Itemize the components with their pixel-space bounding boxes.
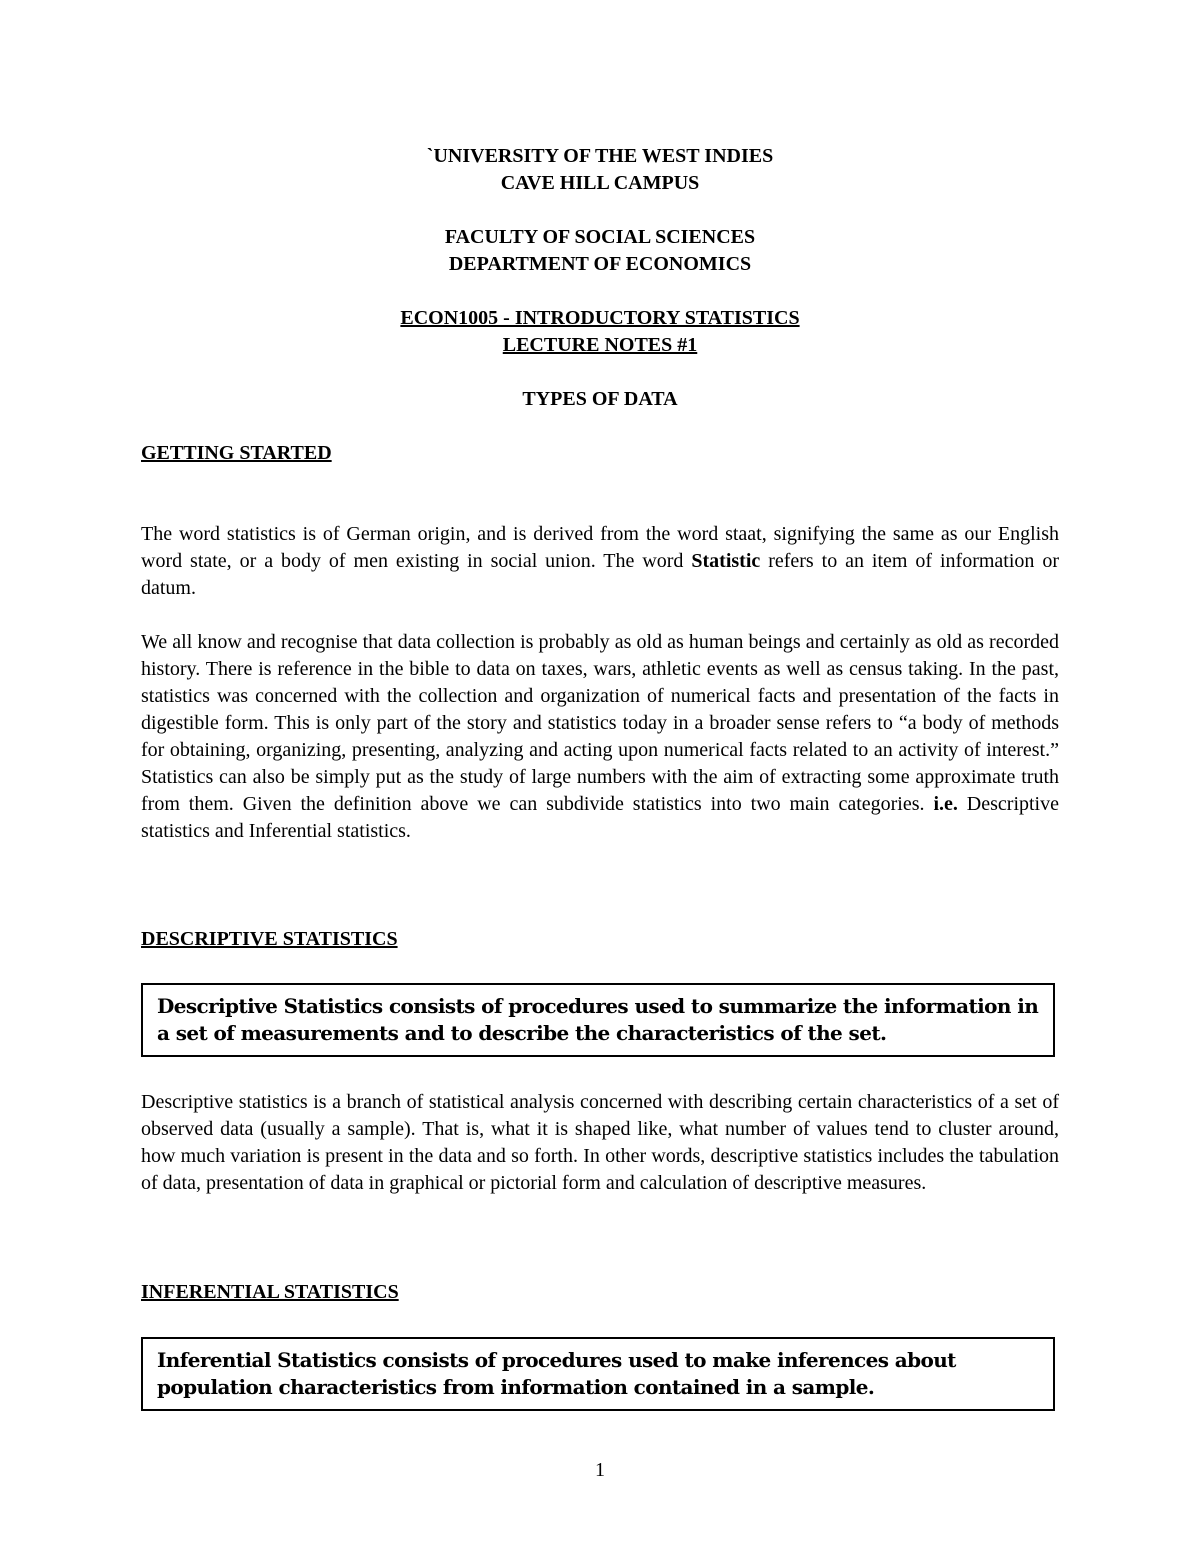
inferential-heading: INFERENTIAL STATISTICS — [141, 1281, 399, 1303]
inferential-definition-box: Inferential Statistics consists of procedures used to make inferences about population characteristics from information contained in a sample. — [141, 1337, 1055, 1411]
topic-title: TYPES OF DATA — [522, 388, 678, 410]
descriptive-heading: DESCRIPTIVE STATISTICS — [141, 928, 398, 950]
paragraph-history — [141, 629, 1059, 845]
faculty-title: FACULTY OF SOCIAL SCIENCES — [444, 226, 756, 248]
paragraph-origin-text-b: refers to an item of information or datum. — [141, 550, 1059, 599]
paragraph-history-text-a: We all know and recognise that data collection is probably as old as human beings and certainly as old as recorded history. There is reference in the bible to data on taxes, wars, athletic events as well as census taking. In the past, statistics was concerned with the collection and organization of numerical facts and presentation of the facts in digestible form. This is only part of the story and statistics today in a broader sense refers to “a body of methods for obtaining, organizing, presenting, analyzing and acting upon numerical facts related to an activity of interest.” Statistics can also be simply put as the study of large numbers with the aim of extracting some approximate truth from them. Given the definition above we can subdivide statistics into two main categories. — [141, 631, 1059, 815]
paragraph-history-text-b: Descriptive statistics and Inferential statistics. — [141, 793, 1059, 842]
paragraph-origin-text-a: The word statistics is of German origin, and is derived from the word staat, signifying the same as our English word state, or a body of men existing in social union. The word — [141, 523, 1059, 572]
getting-started-heading: GETTING STARTED — [141, 442, 332, 464]
campus-title: CAVE HILL CAMPUS — [500, 172, 700, 194]
lecture-title: LECTURE NOTES #1 — [502, 334, 698, 356]
university-title: `UNIVERSITY OF THE WEST INDIES — [426, 145, 774, 167]
page-number: 1 — [595, 1459, 605, 1481]
department-title: DEPARTMENT OF ECONOMICS — [448, 253, 752, 275]
paragraph-descriptive: Descriptive statistics is a branch of statistical analysis concerned with describing certain characteristics of a set of observed data (usually a sample). That is, what it is shaped like, what number of values tend to cluster around, how much variation is present in the data and so forth. In other words, descriptive statistics includes the tabulation of data, presentation of data in graphical or pictorial form and calculation of descriptive measures. — [141, 1091, 1059, 1194]
descriptive-definition-box: Descriptive Statistics consists of procedures used to summarize the information in a set of measurements and to describe the characteristics of the set. — [141, 983, 1055, 1057]
paragraph-origin-bold: Statistic — [691, 550, 761, 572]
paragraph-history-bold: i.e. — [933, 793, 958, 815]
paragraph-origin — [141, 521, 1059, 602]
course-title: ECON1005 - INTRODUCTORY STATISTICS — [400, 307, 800, 329]
